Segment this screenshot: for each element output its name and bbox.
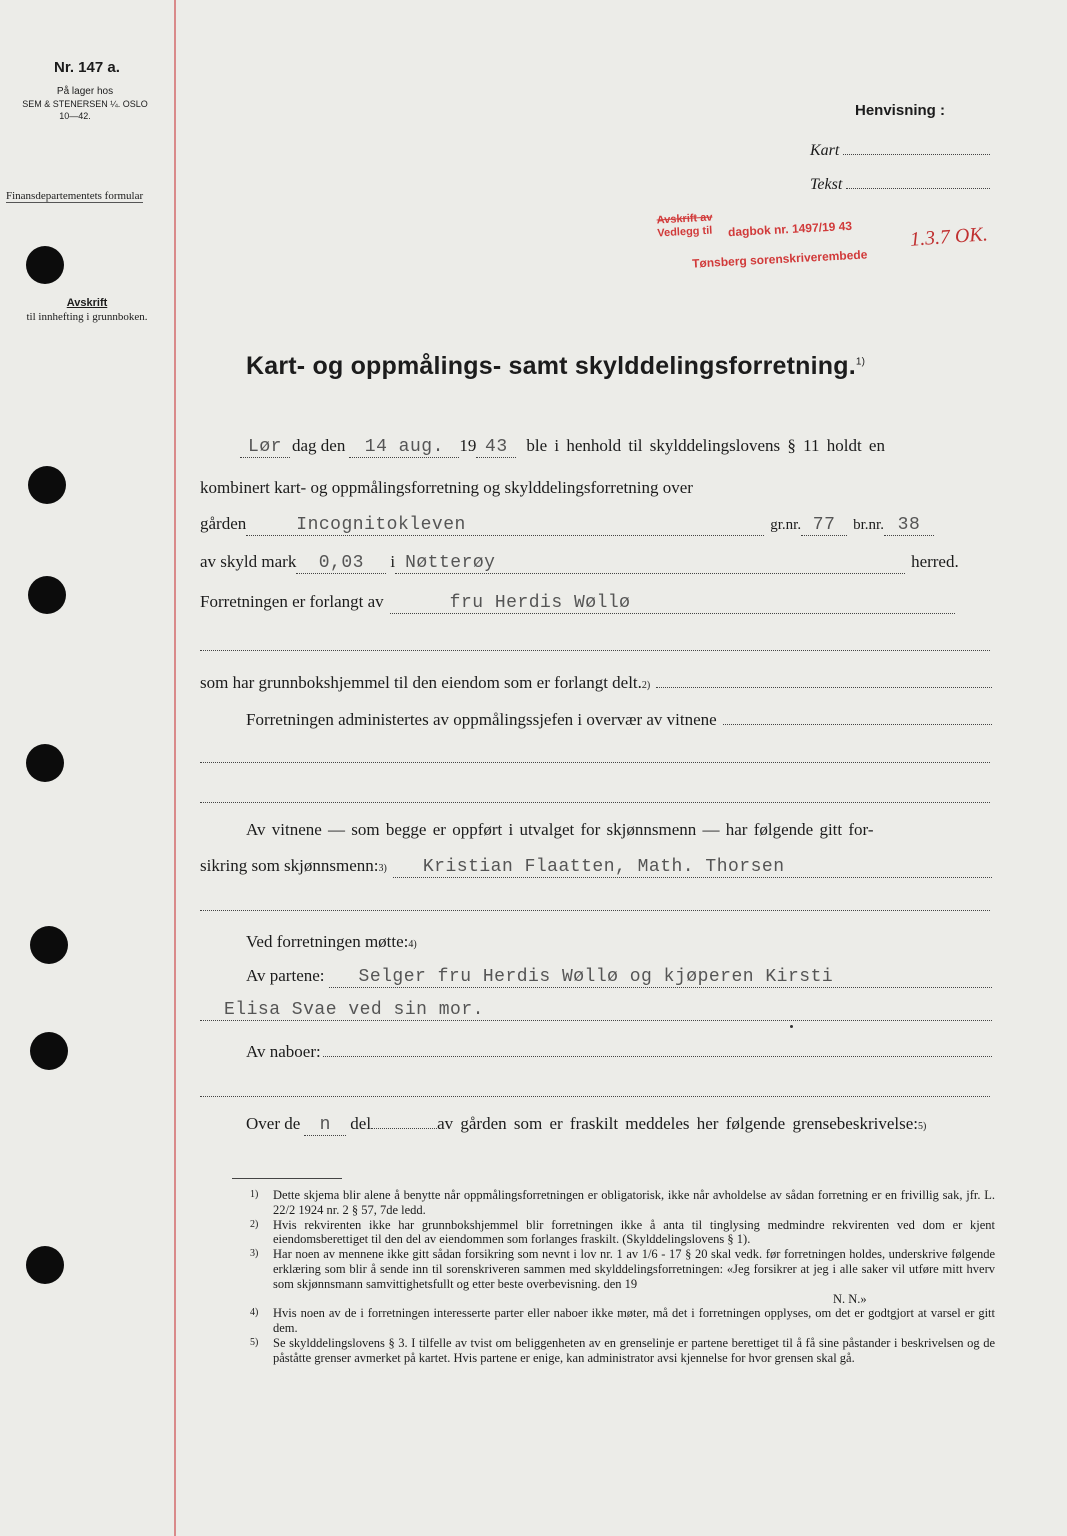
printer-line: På lager hos <box>56 86 114 97</box>
binder-hole <box>30 1032 68 1070</box>
part-label: Over de <box>246 1114 301 1133</box>
witness-label: sikring som skjønnsmenn: <box>200 856 379 875</box>
intro-text: ble i henhold til skylddelingslovens § 11 holdt en <box>526 436 885 455</box>
ink-dot <box>790 1025 793 1028</box>
stamp-journal: dagbok nr. 1497/19 43 <box>727 218 853 240</box>
admin-text: Forretningen administertes av oppmålingssjefen i overvær av vitnene <box>246 710 717 729</box>
footnote-text: Dette skjema blir alene å benytte når oppmålingsforretningen er obligatorisk, ikke når avholdelse av sådan forretning er en frivillig sak, jfr. L. 22/2 1924 nr. 2 § 57, 7de ledd. <box>273 1188 995 1217</box>
herred-field: Nøtterøy <box>395 553 905 574</box>
reference-map-label: Kart <box>810 142 840 159</box>
neighbours-label: Av naboer: <box>246 1042 321 1061</box>
brnr-label: br.nr. <box>853 517 884 533</box>
witness-note: 3) <box>378 863 387 874</box>
footnote-number: 4) <box>250 1307 259 1319</box>
form-line-requested <box>200 592 992 614</box>
part-label-description: av gården som er fraskilt meddeles her følgende grensebeskrivelse: <box>437 1114 919 1133</box>
skyld-field: 0,03 <box>296 553 386 574</box>
part-note: 5) <box>918 1121 927 1132</box>
witness-text: Av vitnene — som begge er oppført i utvalget for skjønnsmenn — har følgende gitt for- <box>246 820 874 839</box>
binder-hole <box>28 576 66 614</box>
footnotes <box>250 1188 995 1366</box>
year-field: 43 <box>476 437 516 458</box>
parties-field: Selger fru Herdis Wøllø og kjøperen Kirsti <box>329 967 992 988</box>
skyld-label: av skyld mark <box>200 552 297 571</box>
printer-line: 10—42. <box>59 111 91 121</box>
copy-label: Avskrift <box>66 297 108 309</box>
blank-line <box>200 910 990 911</box>
footnote-text: Hvis rekvirenten ikke har grunnbokshjemmel blir forretningen ikke å anta til tinglysing medmindre rekvirenten ved dom er kjent eiendomsberettiget til den del av eiendommen som forlanges fraskilt. (Skylddelingslovens § 1). <box>273 1217 995 1247</box>
binder-hole <box>28 466 66 504</box>
binder-hole <box>26 744 64 782</box>
blank-line <box>200 762 990 763</box>
copy-note <box>6 296 168 324</box>
stamp-line: Vedlegg til <box>657 224 713 240</box>
grnr-label: gr.nr. <box>770 517 802 533</box>
form-number: Nr. 147 a. <box>54 59 120 76</box>
hjemmel-field <box>656 687 992 688</box>
footnote-item <box>250 1218 995 1248</box>
footnote-item <box>250 1292 995 1307</box>
binder-hole <box>30 926 68 964</box>
title-note: 1) <box>855 356 866 368</box>
farm-label: gården <box>200 514 247 533</box>
combined-text: kombinert kart- og oppmålingsforretning og skylddelingsforretning over <box>200 478 693 497</box>
footnote-number: 3) <box>250 1248 259 1260</box>
form-line-parties-2 <box>200 1000 992 1021</box>
witness-field: Kristian Flaatten, Math. Thorsen <box>393 857 992 878</box>
footnote-item <box>250 1306 995 1336</box>
herred-label: herred. <box>911 552 959 571</box>
form-line-boundary <box>246 1114 926 1136</box>
in-label: i <box>390 552 396 571</box>
form-line-farm <box>200 514 990 536</box>
hjemmel-text: som har grunnbokshjemmel til den eiendom som er forlangt delt. <box>200 673 642 692</box>
printer-imprint <box>4 86 166 122</box>
form-line-attended <box>246 932 417 952</box>
form-line-parties <box>246 966 992 988</box>
footnote-text: Har noen av mennene ikke gitt sådan forsikring som nevnt i lov nr. 1 av 1/6 - 17 § 20 skal vedk. før forretningen holdes, underskrive følgende erklæring som blir å sende inn til sorenskriveren sammen med skylddelingsforretningen: «Jeg forsikrer at jeg i alle saker vil utføre mitt hverv som skjønnsmann samvittighetsfullt og etter beste overbevisning. den 19 <box>273 1247 995 1291</box>
footnote-number: 1) <box>250 1189 259 1200</box>
footnote-text: N. N.» <box>833 1291 867 1306</box>
title-text: Kart- og oppmålings- samt skylddelingsforretning. <box>246 352 856 380</box>
attended-note: 4) <box>408 939 417 950</box>
part-field-del <box>371 1128 437 1129</box>
hjemmel-note: 2) <box>641 680 651 691</box>
footnote-text: Se skylddelingslovens § 3. I tilfelle av tvist om beliggenheten av en grenselinje er partene berettiget til å få sine påstander i beskrivelsen og de påståtte grenser avmerket på kartet. Hvis partene er enige, kan administrator avsi kjennelse for hvor grensen skal gå. <box>273 1335 995 1365</box>
margin-rule <box>174 0 176 1536</box>
neighbours-field <box>323 1056 992 1057</box>
stamp-office: Tønsberg sorenskriverembede <box>691 247 868 271</box>
form-line-neighbours <box>246 1042 992 1062</box>
day-field: Lør <box>240 437 290 458</box>
handwritten-annotation: 1.3.7 OK. <box>909 223 989 251</box>
footnote-item <box>250 1188 995 1218</box>
binder-hole <box>26 1246 64 1284</box>
reference-map-line <box>810 140 990 160</box>
footnote-item <box>250 1336 995 1366</box>
brnr-field: 38 <box>884 515 934 536</box>
form-line-date <box>240 436 885 458</box>
footnote-rule <box>232 1178 342 1179</box>
stamp-line: Avskrift av <box>656 211 713 227</box>
blank-line <box>200 650 990 651</box>
reference-text-label: Tekst <box>810 176 843 193</box>
page-title <box>246 352 865 381</box>
department-form-label: Finansdepartementets formular <box>6 190 144 202</box>
form-line-witness-names <box>200 856 992 878</box>
attended-label: Ved forretningen møtte: <box>246 932 409 951</box>
part-field: n <box>304 1115 346 1136</box>
date-field: 14 aug. <box>349 437 459 458</box>
dotted-fill <box>846 174 990 189</box>
reference-text-line <box>810 174 990 194</box>
blank-line <box>200 802 990 803</box>
grnr-field: 77 <box>801 515 847 536</box>
form-line-hjemmel <box>200 673 992 693</box>
blank-line <box>200 1096 990 1097</box>
copy-subtitle: til innhefting i grunnboken. <box>26 311 148 323</box>
reference-heading: Henvisning : <box>855 102 946 119</box>
form-line-admin <box>246 710 992 730</box>
footnote-number: 5) <box>250 1336 259 1348</box>
requested-label: Forretningen er forlangt av <box>200 592 384 611</box>
binder-hole <box>26 246 64 284</box>
footnote-text: Hvis noen av de i forretningen interesserte parter eller naboer ikke møter, må det i forretningen opplyses, om det er godtgjort at varsel er gitt dem. <box>273 1306 995 1336</box>
footnote-number <box>250 1292 273 1307</box>
year-prefix: 19 <box>459 436 477 455</box>
printer-line: SEM & STENERSEN ¼. OSLO <box>22 99 148 109</box>
requested-field: fru Herdis Wøllø <box>390 593 955 614</box>
parties-field-continued: Elisa Svae ved sin mor. <box>200 1000 992 1021</box>
footnote-item <box>250 1247 995 1291</box>
form-line-skyld <box>200 552 992 574</box>
parties-label: Av partene: <box>246 966 325 985</box>
footnote-number: 2) <box>250 1218 259 1230</box>
farm-field: Incognitokleven <box>246 515 764 536</box>
dotted-fill <box>843 140 990 155</box>
form-line-witnesses <box>246 820 874 840</box>
admin-field <box>723 724 992 725</box>
form-line-combined <box>200 478 693 498</box>
part-label-del: del <box>350 1114 372 1133</box>
day-label: dag den <box>292 436 346 455</box>
stamp-copy-label <box>656 212 713 241</box>
